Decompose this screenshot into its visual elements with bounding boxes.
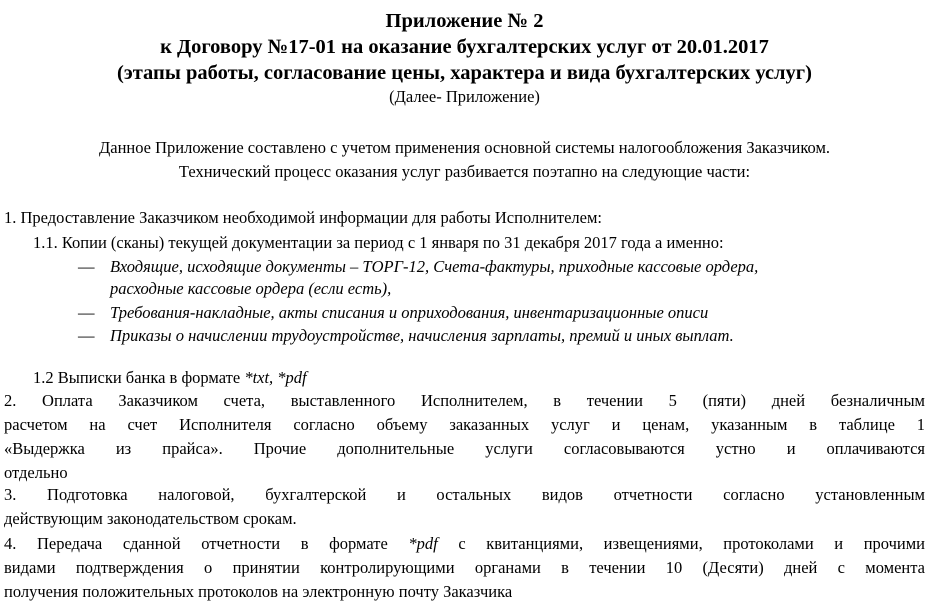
item-1-2-text: 1.2 Выписки банка в формате	[33, 368, 245, 387]
document-description: (этапы работы, согласование цены, характера и вида бухгалтерских услуг)	[117, 62, 812, 84]
bullet-2: Требования-накладные, акты списания и оприходования, инвентаризационные описи	[110, 303, 709, 322]
item-3	[4, 483, 925, 531]
intro-line-1: Данное Приложение составлено с учетом применения основной системы налогообложения Заказчиком.	[98, 138, 831, 157]
bullet-1-line-2: расходные кассовые ордера (если есть),	[110, 279, 392, 298]
document-title: Приложение № 2	[385, 10, 544, 32]
title-block	[0, 8, 929, 108]
bullet-1-line-1: Входящие, исходящие документы – ТОРГ-12, Счета-фактуры, приходные кассовые ордера,	[110, 257, 759, 276]
item-4-format: *pdf	[408, 534, 438, 553]
item-4-line-3: получения положительных протоколов на электронную почту Заказчика	[4, 582, 513, 601]
item-4-suffix: с квитанциями, извещениями, протоколами и прочими	[437, 534, 925, 553]
bullet-3: Приказы о начислении трудоустройстве, начисления зарплаты, премий и иных выплат.	[110, 326, 734, 345]
item-1: 1. Предоставление Заказчиком необходимой информации для работы Исполнителем:	[4, 208, 602, 227]
item-4-prefix: 4. Передача сданной отчетности в формате	[4, 534, 409, 553]
item-1-2-formats: *txt, *pdf	[244, 368, 307, 387]
item-4-line-2: видами подтверждения о принятии контролирующими органами в течении 10 (Десяти) дней с момента	[4, 558, 925, 577]
item-2	[4, 389, 925, 485]
intro-paragraph	[0, 136, 929, 184]
document-subtitle: к Договору №17-01 на оказание бухгалтерских услуг от 20.01.2017	[160, 36, 769, 58]
bullet-dash-3: —	[78, 326, 95, 345]
item-2-line-4: отдельно	[4, 463, 68, 482]
item-3-line-2: действующим законодательством срокам.	[4, 509, 297, 528]
item-4-line-1	[4, 532, 925, 556]
item-1-1: 1.1. Копии (сканы) текущей документации за период с 1 января по 31 декабря 2017 года а именно:	[33, 233, 724, 252]
bullet-dash-1: —	[78, 257, 95, 276]
item-2-line-3: «Выдержка из прайса». Прочие дополнительные услуги согласовываются устно и оплачиваются	[4, 439, 925, 458]
intro-line-2: Технический процесс оказания услуг разбивается поэтапно на следующие части:	[178, 162, 751, 181]
item-3-line-1: 3. Подготовка налоговой, бухгалтерской и остальных видов отчетности согласно установленным	[4, 485, 925, 504]
item-2-line-1: 2. Оплата Заказчиком счета, выставленного Исполнителем, в течении 5 (пяти) дней безналичным	[4, 391, 925, 410]
item-4	[4, 532, 925, 604]
bullet-dash-2: —	[78, 303, 95, 322]
item-2-line-2: расчетом на счет Исполнителя согласно объему заказанных услуг и ценам, указанным в таблице 1	[4, 415, 925, 434]
document-alias: (Далее- Приложение)	[389, 87, 540, 106]
item-1-2	[33, 367, 307, 389]
